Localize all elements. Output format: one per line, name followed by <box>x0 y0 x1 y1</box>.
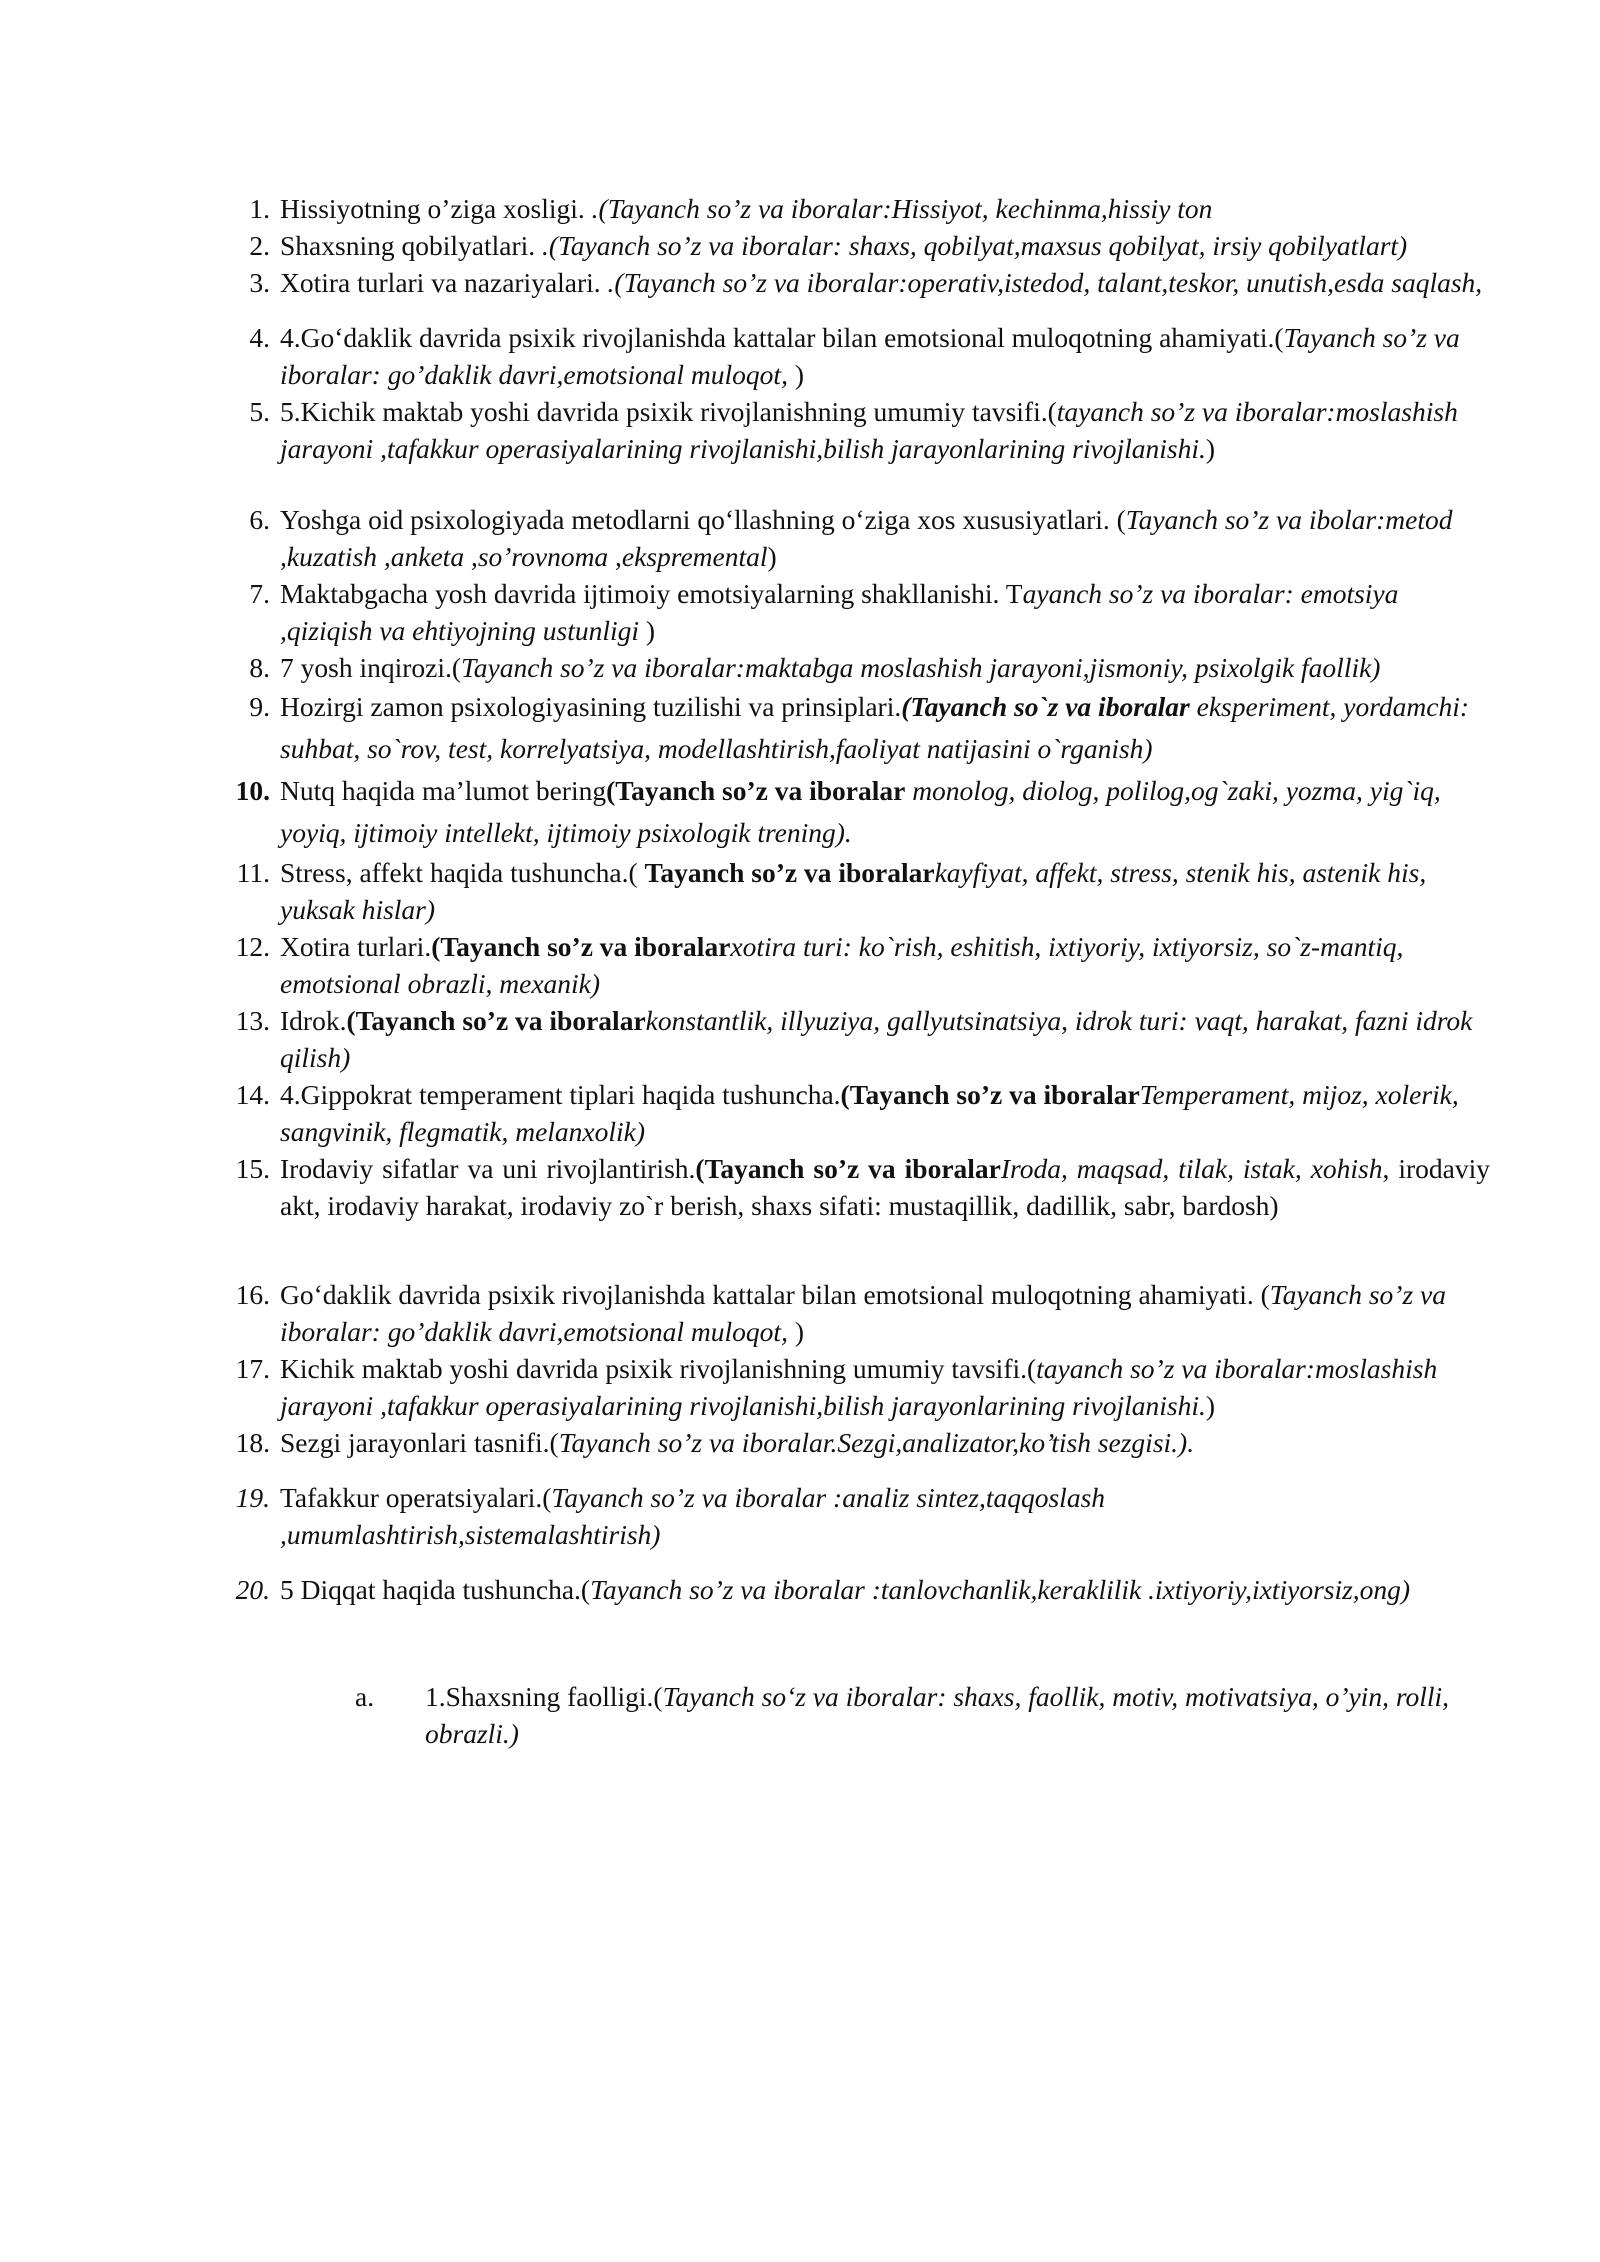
list-number: 13. <box>235 1005 270 1036</box>
list-number: 8. <box>249 652 270 683</box>
item-text-tail: ) <box>1205 1390 1216 1421</box>
item-text-tail: ) <box>1205 433 1216 464</box>
item-text: Xotira turlari va nazariyalari. <box>280 267 608 298</box>
list-item-13 <box>235 1002 1490 1076</box>
list-item-12 <box>235 928 1490 1002</box>
item-keywords: tayanch so’z va iboralar:moslashish jarayoni ,tafakkur operasiyalarining rivojlanishi,bilish jarayonlarining rivojlanishi. <box>280 1353 1438 1421</box>
list-item-16 <box>235 1276 1490 1350</box>
item-text: Kichik maktab yoshi davrida psixik rivojlanishning umumiy tavsifi.( <box>280 1353 1037 1384</box>
list-item-4 <box>249 319 1490 393</box>
item-keywords: Iroda, maqsad, tilak, istak, xohish <box>1000 1153 1383 1184</box>
item-text: 5.Kichik maktab yoshi davrida psixik rivojlanishning umumiy tavsifi.( <box>280 396 1057 427</box>
list-number: 11. <box>236 857 270 888</box>
list-number: 17. <box>235 1353 270 1384</box>
item-keyword-label: (Tayanch so`z va iboralar <box>901 691 1190 722</box>
list-item-18 <box>235 1424 1490 1461</box>
item-text-tail: , irodaviy akt, irodaviy harakat, irodaviy zo`r berish, shaxs sifati: mustaqillik, dadillik, sabr, bardosh) <box>280 1153 1490 1221</box>
item-keyword-label: (Tayanch so’z va iboralar <box>431 931 731 962</box>
item-text: Hissiyotning o’ziga xosligi. <box>280 193 592 224</box>
item-keyword-label: (Tayanch so’z va iboralar <box>346 1005 646 1036</box>
item-keywords: eksperiment, yordamchi: suhbat, so`rov, test, korrelyatsiya, modellashtirish,faoliyat natijasini o`rganish) <box>280 691 1469 764</box>
list-number: 6. <box>249 504 270 535</box>
list-number: 18. <box>235 1427 270 1458</box>
item-text: Irodaviy sifatlar va uni rivojlantirish. <box>280 1153 696 1184</box>
item-keywords: xotira turi: ko`rish, eshitish, ixtiyoriy, ixtiyorsiz, so`z-mantiq, emotsional obrazli, mexanik) <box>280 931 1404 999</box>
item-text: Stress, affekt haqida tushuncha.( <box>280 857 645 888</box>
item-text: 4.Go‘daklik davrida psixik rivojlanishda kattalar bilan emotsional muloqotning ahamiyati.( <box>280 322 1284 353</box>
list-number: 19. <box>235 1482 270 1513</box>
list-item-14 <box>235 1076 1490 1150</box>
list-letter: a. <box>355 1681 375 1712</box>
item-keywords: Tayanch so’z va iboralar:maktabga moslashish jarayoni,jismoniy, psixolgik faollik) <box>461 652 1381 683</box>
list-number: 9. <box>249 691 270 722</box>
item-text: Hozirgi zamon psixologiyasining tuzilishi va prinsiplari. <box>280 691 902 722</box>
item-keywords: tayanch so’z va iboralar:moslashish jarayoni ,tafakkur operasiyalarining rivojlanishi,bilish jarayonlarining rivojlanishi. <box>280 396 1458 464</box>
item-keyword-label: (Tayanch so’z va iboralar <box>840 1079 1140 1110</box>
list-number: 10. <box>235 775 270 806</box>
item-keywords: Tayanch so’z va iboralar.Sezgi,analizator,ko’tish sezgisi.). <box>558 1427 1195 1458</box>
item-text: 7 yosh inqirozi.( <box>280 652 462 683</box>
list-item-3 <box>249 264 1490 301</box>
list-item-2 <box>249 227 1490 264</box>
item-text: 5 Diqqat haqida tushuncha.( <box>280 1574 591 1605</box>
list-item-20 <box>235 1571 1490 1608</box>
item-text: Shaxsning qobilyatlari. <box>280 230 542 261</box>
item-text: 4.Gippokrat temperament tiplari haqida tushuncha. <box>280 1079 841 1110</box>
list-item-17 <box>235 1350 1490 1424</box>
item-text: Maktabgacha yosh davrida ijtimoiy emotsiyalarning shakllanishi. T <box>280 578 1023 609</box>
list-item-5 <box>249 393 1490 467</box>
list-number: 7. <box>249 578 270 609</box>
list-number: 12. <box>235 931 270 962</box>
list-number: 1. <box>249 193 270 224</box>
item-keywords: .(Tayanch so’z va iboralar: shaxs, qobilyat,maxsus qobilyat, irsiy qobilyatlart) <box>542 230 1408 261</box>
item-text: Sezgi jarayonlari tasnifi.( <box>280 1427 559 1458</box>
item-text: Go‘daklik davrida psixik rivojlanishda kattalar bilan emotsional muloqotning ahamiyati. ( <box>280 1279 1270 1310</box>
item-keywords: Tayanch so’z va iboralar: go’daklik davri,emotsional muloqot, <box>280 322 1460 390</box>
list-number: 16. <box>235 1279 270 1310</box>
item-keyword-label: (Tayanch so’z va iboralar <box>606 775 906 806</box>
item-text-tail: ) <box>787 359 804 390</box>
item-text-tail: ) <box>639 615 656 646</box>
item-keyword-label: Tayanch so’z va iboralar <box>644 857 935 888</box>
item-keywords: Tayanch so’z va iboralar: go’daklik davri,emotsional muloqot, <box>280 1279 1446 1347</box>
item-text: 1.Shaxsning faolligi.( <box>425 1681 663 1712</box>
list-item-10 <box>235 770 1490 854</box>
item-text: Xotira turlari. <box>280 931 432 962</box>
list-number: 20. <box>235 1574 270 1605</box>
item-keywords: Tayanch so‘z va iboralar: shaxs, faollik, motiv, motivatsiya, o’yin, rolli, obrazli.) <box>425 1681 1450 1749</box>
list-number: 15. <box>235 1153 270 1184</box>
list-item-15 <box>235 1150 1490 1224</box>
item-text-tail: ) <box>767 541 777 572</box>
item-keywords: Temperament, mijoz, xolerik, sangvinik, flegmatik, melanxolik) <box>280 1079 1459 1147</box>
list-item-8 <box>249 649 1490 686</box>
item-text-tail: ) <box>787 1316 804 1347</box>
list-item-9 <box>249 686 1490 770</box>
item-keywords: ayanch so’z va iboralar: emotsiya ,qiziqish va ehtiyojning ustunligi <box>280 578 1399 646</box>
item-keywords: .(Tayanch so’z va iboralar:Hissiyot, kechinma,hissiy ton <box>591 193 1213 224</box>
item-text: Yoshga oid psixologiyada metodlarni qo‘llashning o‘ziga xos xususiyatlari. ( <box>280 504 1126 535</box>
list-item-19 <box>235 1479 1490 1553</box>
list-item-7 <box>249 575 1490 649</box>
item-text: Nutq haqida ma’lumot bering <box>280 775 607 806</box>
item-keywords: Tayanch so’z va iboralar :analiz sintez,taqqoslash ,umumlashtirish,sistemalashtirish) <box>280 1482 1106 1550</box>
list-item-6 <box>249 501 1490 575</box>
item-text: Tafakkur operatsiyalari.( <box>280 1482 552 1513</box>
list-number: 2. <box>249 230 270 261</box>
item-keywords: konstantlik, illyuziya, gallyutsinatsiya, idrok turi: vaqt, harakat, fazni idrok qilish) <box>280 1005 1473 1073</box>
item-keywords: .(Tayanch so’z va iboralar:operativ,istedod, talant,teskor, unutish,esda saqlash, <box>607 267 1483 298</box>
list-number: 3. <box>249 267 270 298</box>
list-item-11 <box>236 854 1490 928</box>
item-keywords: monolog, diolog, polilog,og`zaki, yozma, yig`iq, yoyiq, ijtimoiy intellekt, ijtimoiy psixologik trening). <box>280 775 1441 848</box>
list-number: 4. <box>249 322 270 353</box>
list-number: 14. <box>235 1079 270 1110</box>
item-keywords: Tayanch so’z va iboralar :tanlovchanlik,keraklilik .ixtiyoriy,ixtiyorsiz,ong) <box>590 1574 1411 1605</box>
item-text: Idrok. <box>280 1005 347 1036</box>
item-keywords: kayfiyat, affekt, stress, stenik his, astenik his, yuksak hislar) <box>280 857 1427 925</box>
item-keyword-label: (Tayanch so’z va iboralar <box>695 1153 1001 1184</box>
sub-list-item-a <box>355 1678 1490 1752</box>
list-number: 5. <box>249 396 270 427</box>
list-item-1 <box>249 190 1490 227</box>
item-keywords: Tayanch so’z va ibolar:metod ,kuzatish ,anketa ,so’rovnoma ,ekspremental <box>280 504 1453 572</box>
